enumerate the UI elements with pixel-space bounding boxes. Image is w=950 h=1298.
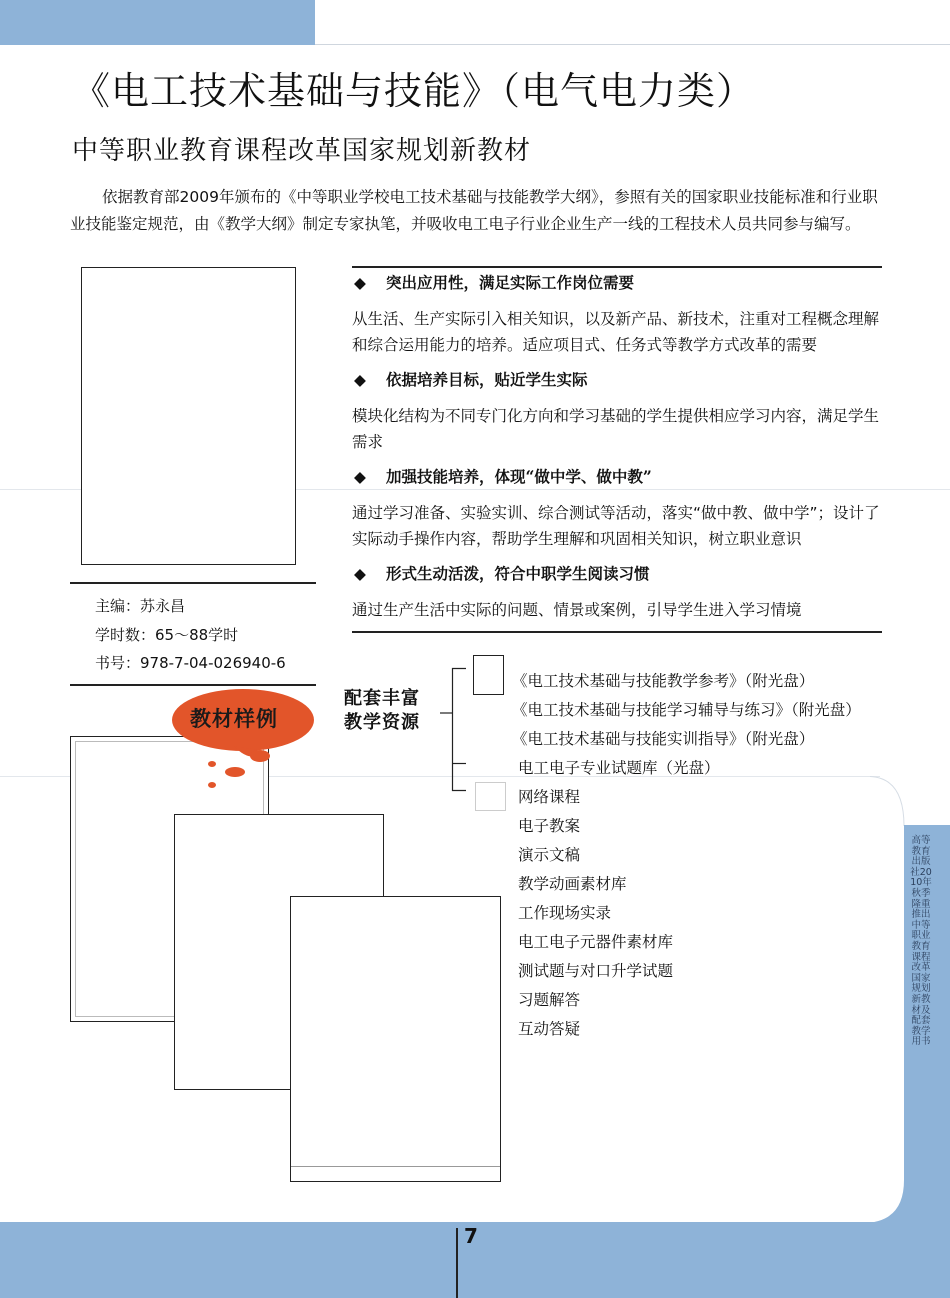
resources-label-line1: 配套丰富 [344,688,420,709]
resource-online-item: 教学动画素材库 [518,875,627,893]
features-bottom-rule [352,631,882,633]
resource-online-item: 互动答疑 [518,1020,581,1038]
sample-page-footer-line [291,1166,500,1167]
feature-body: 从生活、生产实际引入相关知识，以及新产品、新技术，注重对工程概念理解和综合运用能力的培养。适应项目式、任务式等教学方式改革的需要 [352,310,880,354]
book-subtitle: 中等职业教育课程改革国家规划新教材 [72,136,532,166]
resource-disc: 电工电子专业试题库（光盘） [518,759,720,777]
diamond-icon: ◆ [354,564,366,583]
feature-heading: ◆ 依据培养目标，贴近学生实际 [354,370,588,389]
top-left-band [0,0,315,45]
intro-paragraph: 依据教育部2009年颁布的《中等职业学校电工技术基础与技能教学大纲》，参照有关的国家职业技能标准和行业职业技能鉴定规范，由《教学大纲》制定专家执笔，并吸收电工电子行业企业生产一线的工程技术人员共同参与编写。 [70,188,878,233]
book-set-thumbnail [473,655,504,695]
diamond-icon: ◆ [354,273,366,292]
hours-text: 学时数：65～88学时 [95,626,239,644]
feature-body: 通过学习准备、实验实训、综合测试等活动，落实“做中教、做中学”；设计了实际动手操作内容，帮助学生理解和巩固相关知识，树立职业意识 [352,504,880,548]
feature-heading: ◆ 形式生动活泼，符合中职学生阅读习惯 [354,564,650,583]
diamond-icon: ◆ [354,370,366,389]
sidebar-vertical-text: 高等教育出版社2010年秋季隆重推出中等职业教育课程改革国家规划新教材及配套教学用书 [910,835,932,1048]
resource-online-item: 习题解答 [518,991,581,1009]
bottom-band-curve [860,1180,906,1224]
diamond-icon: ◆ [354,467,366,486]
feature-heading: ◆ 加强技能培养，体现“做中学、做中教” [354,467,652,486]
page-number-divider [456,1228,458,1298]
top-divider [315,44,950,45]
resource-online-item: 工作现场实录 [518,904,612,922]
feature-body: 模块化结构为不同专门化方向和学习基础的学生提供相应学习内容，满足学生需求 [352,407,880,451]
resource-online-item: 演示文稿 [518,846,581,864]
sample-badge-label: 教材样例 [190,707,278,731]
editor-text: 主编：苏永昌 [95,597,186,615]
feature-body: 通过生产生活中实际的问题、情景或案例，引导学生进入学习情境 [352,601,802,619]
info-bottom-rule [70,684,316,686]
isbn-text: 书号：978-7-04-026940-6 [95,654,286,672]
page-number: 7 [464,1224,478,1248]
features-top-rule [352,266,882,268]
resources-label-line2: 教学资源 [344,712,420,733]
feature-heading: ◆ 突出应用性，满足实际工作岗位需要 [354,273,635,292]
resource-online-item: 网络课程 [518,788,581,806]
resource-online-item: 测试题与对口升学试题 [518,962,674,980]
resource-online-item: 电工电子元器件素材库 [518,933,674,951]
info-top-rule [70,582,316,584]
book-title: 《电工技术基础与技能》（电气电力类） [72,69,756,113]
resource-book: 《电工技术基础与技能学习辅导与练习》（附光盘） [512,701,861,719]
sample-page-3 [290,896,501,1182]
online-resources-thumbnail [475,782,506,811]
cover-image-frame [81,267,296,565]
resource-book: 《电工技术基础与技能教学参考》（附光盘） [512,672,815,690]
resource-book: 《电工技术基础与技能实训指导》（附光盘） [512,730,815,748]
resource-online-item: 电子教案 [518,817,581,835]
